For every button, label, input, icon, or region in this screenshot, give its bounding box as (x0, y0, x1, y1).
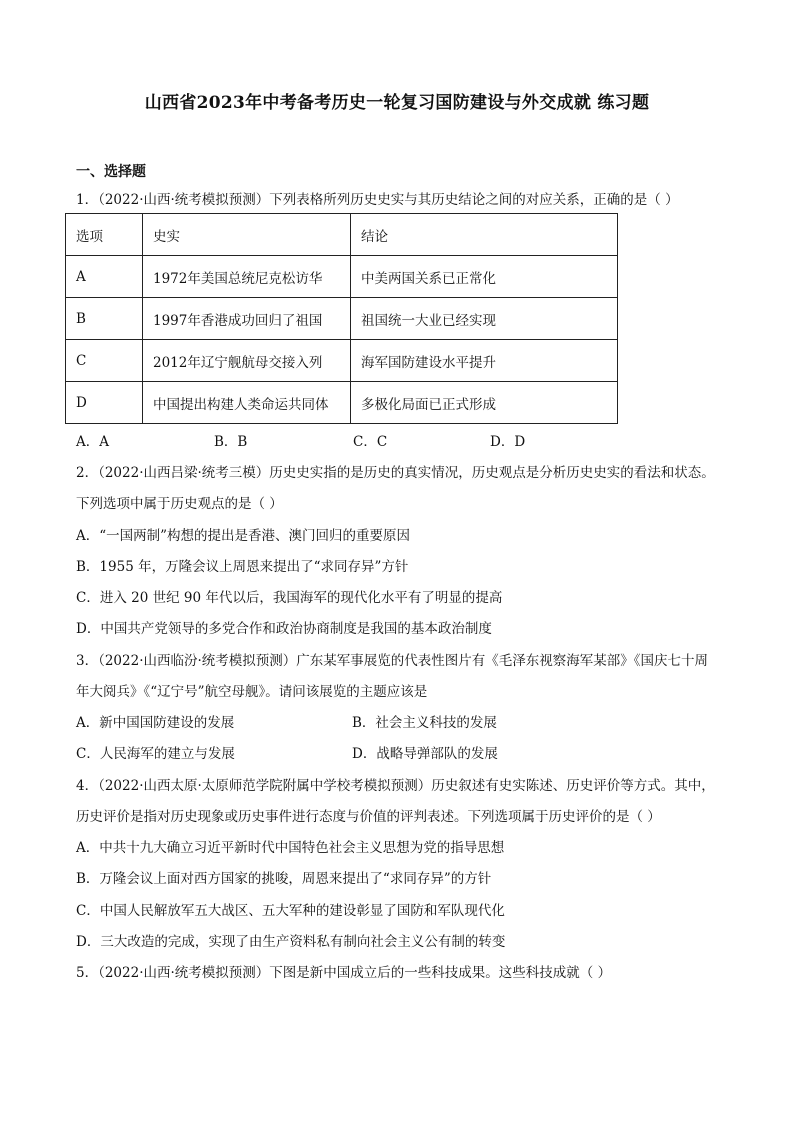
q3-option-a: A．新中国国防建设的发展 (76, 715, 235, 731)
table-row (66, 298, 618, 340)
q4-option-a: A．中共十九大确立习近平新时代中国特色社会主义思想为党的指导思想 (76, 840, 505, 856)
q2-option-b: B．1955 年，万隆会议上周恩来提出了“求同存异”方针 (76, 559, 409, 575)
q4-stem-line-1: 4．（2022·山西太原·太原师范学院附属中学校考模拟预测）历史叙述有史实陈述、历史评价等方式。其中， (76, 778, 715, 794)
table-cell: 2012年辽宁舰航母交接入列 (143, 340, 351, 382)
q2-stem-line-2: 下列选项中属于历史观点的是（ ） (76, 496, 283, 512)
q3-stem-line-1: 3．（2022·山西临汾·统考模拟预测）广东某军事展览的代表性图片有《毛泽东视察海军某部》《国庆七十周 (76, 653, 709, 669)
table-cell: B (66, 298, 143, 340)
q3-stem-line-2: 年大阅兵》《“辽宁号”航空母舰》。请问该展览的主题应该是 (76, 684, 428, 700)
q1-option-c: C．C (353, 434, 388, 450)
table-header-cell: 选项 (66, 214, 143, 256)
table-cell: 祖国统一大业已经实现 (351, 298, 618, 340)
table-cell: 中美两国关系已正常化 (351, 256, 618, 298)
q2-option-a: A．“一国两制”构想的提出是香港、澳门回归的重要原因 (76, 528, 411, 544)
q3-option-b: B．社会主义科技的发展 (352, 715, 497, 731)
q1-stem: 1．（2022·山西·统考模拟预测）下列表格所列历史史实与其历史结论之间的对应关系，正确的是（ ） (76, 192, 679, 208)
q1-option-a: A．A (76, 434, 109, 450)
q2-stem-line-1: 2．（2022·山西吕梁·统考三模）历史史实指的是历史的真实情况，历史观点是分析历史史实的看法和状态。 (76, 465, 715, 481)
table-cell: C (66, 340, 143, 382)
table-cell: 1972年美国总统尼克松访华 (143, 256, 351, 298)
q4-stem-line-2: 历史评价是指对历史现象或历史事件进行态度与价值的评判表述。下列选项属于历史评价的是（ ） (76, 809, 661, 825)
q1-option-d: D．D (490, 434, 526, 450)
q4-option-d: D．三大改造的完成，实现了由生产资料私有制向社会主义公有制的转变 (76, 934, 506, 950)
table-row (66, 340, 618, 382)
table-cell: 1997年香港成功回归了祖国 (143, 298, 351, 340)
table-cell: 中国提出构建人类命运共同体 (143, 382, 351, 424)
table-header-cell: 史实 (143, 214, 351, 256)
table-row (66, 256, 618, 298)
q1-table (65, 213, 618, 424)
table-cell: A (66, 256, 143, 298)
table-cell: 海军国防建设水平提升 (351, 340, 618, 382)
section-heading: 一、选择题 (76, 164, 146, 180)
q5-stem: 5．（2022·山西·统考模拟预测）下图是新中国成立后的一些科技成果。这些科技成就（ ） (76, 965, 612, 981)
page-title: 山西省2023年中考备考历史一轮复习国防建设与外交成就 练习题 (144, 93, 650, 113)
q4-option-b: B．万隆会议上面对西方国家的挑唆，周恩来提出了“求同存异”的方针 (76, 871, 492, 887)
table-header-row (66, 214, 618, 256)
table-cell: 多极化局面已正式形成 (351, 382, 618, 424)
q3-option-d: D．战略导弹部队的发展 (352, 746, 498, 762)
table-row (66, 382, 618, 424)
q4-option-c: C．中国人民解放军五大战区、五大军种的建设彰显了国防和军队现代化 (76, 903, 505, 919)
q3-option-c: C．人民海军的建立与发展 (76, 746, 235, 762)
q2-option-d: D．中国共产党领导的多党合作和政治协商制度是我国的基本政治制度 (76, 621, 492, 637)
table-header-cell: 结论 (351, 214, 618, 256)
q1-option-b: B．B (214, 434, 248, 450)
table-cell: D (66, 382, 143, 424)
q2-option-c: C．进入 20 世纪 90 年代以后，我国海军的现代化水平有了明显的提高 (76, 590, 503, 606)
